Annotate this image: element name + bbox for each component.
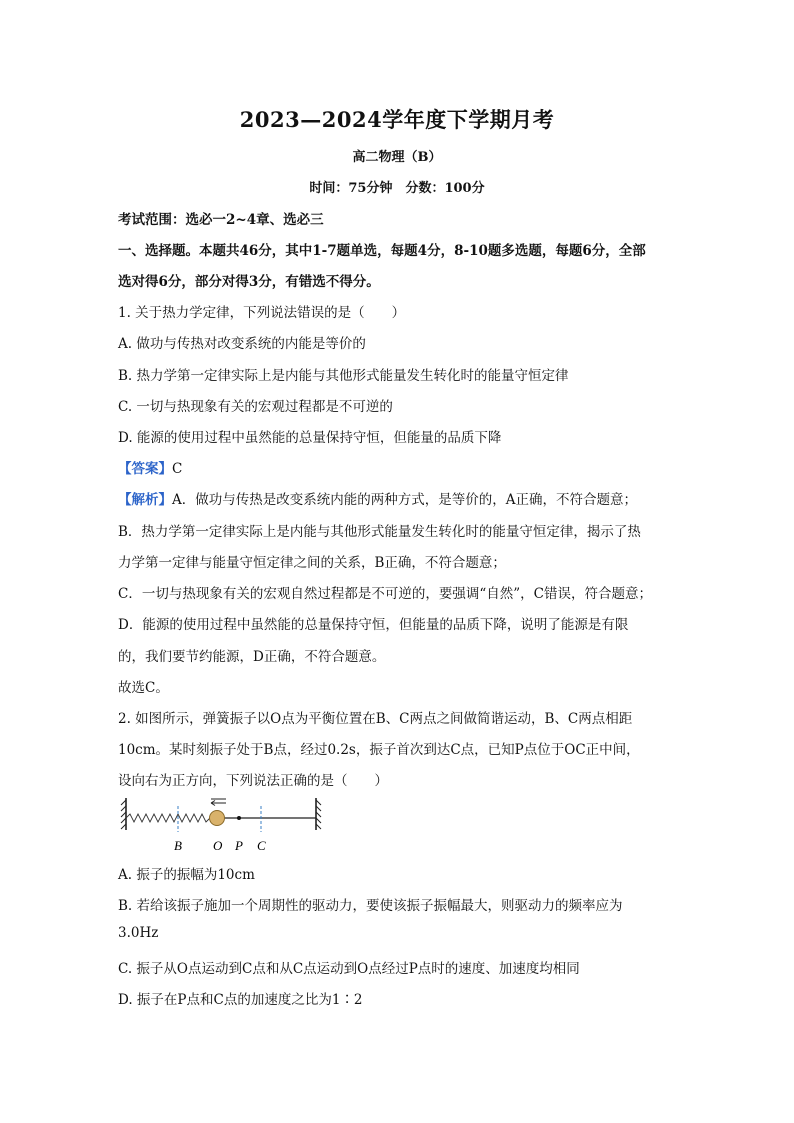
label-p: P xyxy=(235,838,243,853)
page-subtitle: 高二物理（B） xyxy=(352,150,442,165)
q1-analysis-line1 xyxy=(118,488,637,508)
q1-analysis-line6: 的，我们要节约能源，D正确，不符合题意。 xyxy=(118,649,386,665)
q2-option-d: D. 振子在P点和C点的加速度之比为1∶2 xyxy=(118,992,363,1008)
q1-stem: 1. 关于热力学定律，下列说法错误的是（ ） xyxy=(118,305,406,321)
q2-stem-line1: 2. 如图所示，弹簧振子以O点为平衡位置在B、C两点之间做简谐运动，B、C两点相距 xyxy=(118,711,633,727)
spring xyxy=(126,814,212,822)
answer-tag: 【答案】 xyxy=(118,461,172,477)
q2-option-b-cont: 3.0Hz xyxy=(118,925,159,941)
q2-option-a: A. 振子的振幅为10cm xyxy=(118,867,255,883)
label-b: B xyxy=(174,838,182,853)
page-title: 2023—2024学年度下学期月考 xyxy=(239,107,555,132)
label-o: O xyxy=(213,838,223,853)
label-c: C xyxy=(257,838,266,853)
exam-time-score: 时间：75分钟 分数：100分 xyxy=(309,181,485,196)
q1-analysis-line3: 力学第一定律与能量守恒定律之间的关系，B正确，不符合题意； xyxy=(118,555,506,571)
p-point xyxy=(237,816,241,820)
oscillator-ball xyxy=(210,811,225,826)
q1-option-a: A. 做功与传热对改变系统的内能是等价的 xyxy=(118,336,366,352)
q1-option-d: D. 能源的使用过程中虽然能的总量保持守恒，但能量的品质下降 xyxy=(118,430,502,446)
q1-analysis-line2: B．热力学第一定律实际上是内能与其他形式能量发生转化时的能量守恒定律，揭示了热 xyxy=(118,524,641,540)
q1-answer xyxy=(118,457,182,477)
q1-option-b: B. 热力学第一定律实际上是内能与其他形式能量发生转化时的能量守恒定律 xyxy=(118,368,569,384)
q1-option-c: C. 一切与热现象有关的宏观过程都是不可逆的 xyxy=(118,399,393,415)
q1-conclusion: 故选C。 xyxy=(118,680,169,696)
analysis-tag: 【解析】 xyxy=(118,492,172,508)
section-heading-line1: 一、选择题。本题共46分，其中1-7题单选，每题4分，8-10题多选题，每题6分，全部 xyxy=(118,243,646,259)
section-heading-line2: 选对得6分，部分对得3分，有错选不得分。 xyxy=(118,274,380,290)
q2-stem-line2: 10cm。某时刻振子处于B点，经过0.2s，振子首次到达C点，已知P点位于OC正中间， xyxy=(118,742,640,758)
spring-oscillator-diagram xyxy=(118,794,328,856)
analysis-text: A．做功与传热是改变系统内能的两种方式，是等价的，A正确，不符合题意； xyxy=(172,492,637,508)
answer-value: C xyxy=(172,461,183,477)
exam-scope: 考试范围：选必一2~4章、选必三 xyxy=(118,212,324,228)
spring-oscillator-figure xyxy=(118,794,328,856)
q2-option-b: B. 若给该振子施加一个周期性的驱动力，要使该振子振幅最大，则驱动力的频率应为 xyxy=(118,898,623,914)
q2-stem-line3: 设向右为正方向，下列说法正确的是（ ） xyxy=(118,773,388,789)
q1-analysis-line5: D．能源的使用过程中虽然能的总量保持守恒，但能量的品质下降，说明了能源是有限 xyxy=(118,617,629,633)
q1-analysis-line4: C．一切与热现象有关的宏观自然过程都是不可逆的，要强调“自然”，C错误，符合题意； xyxy=(118,586,652,602)
q2-option-c: C. 振子从O点运动到C点和从C点运动到O点经过P点时的速度、加速度均相同 xyxy=(118,961,580,977)
